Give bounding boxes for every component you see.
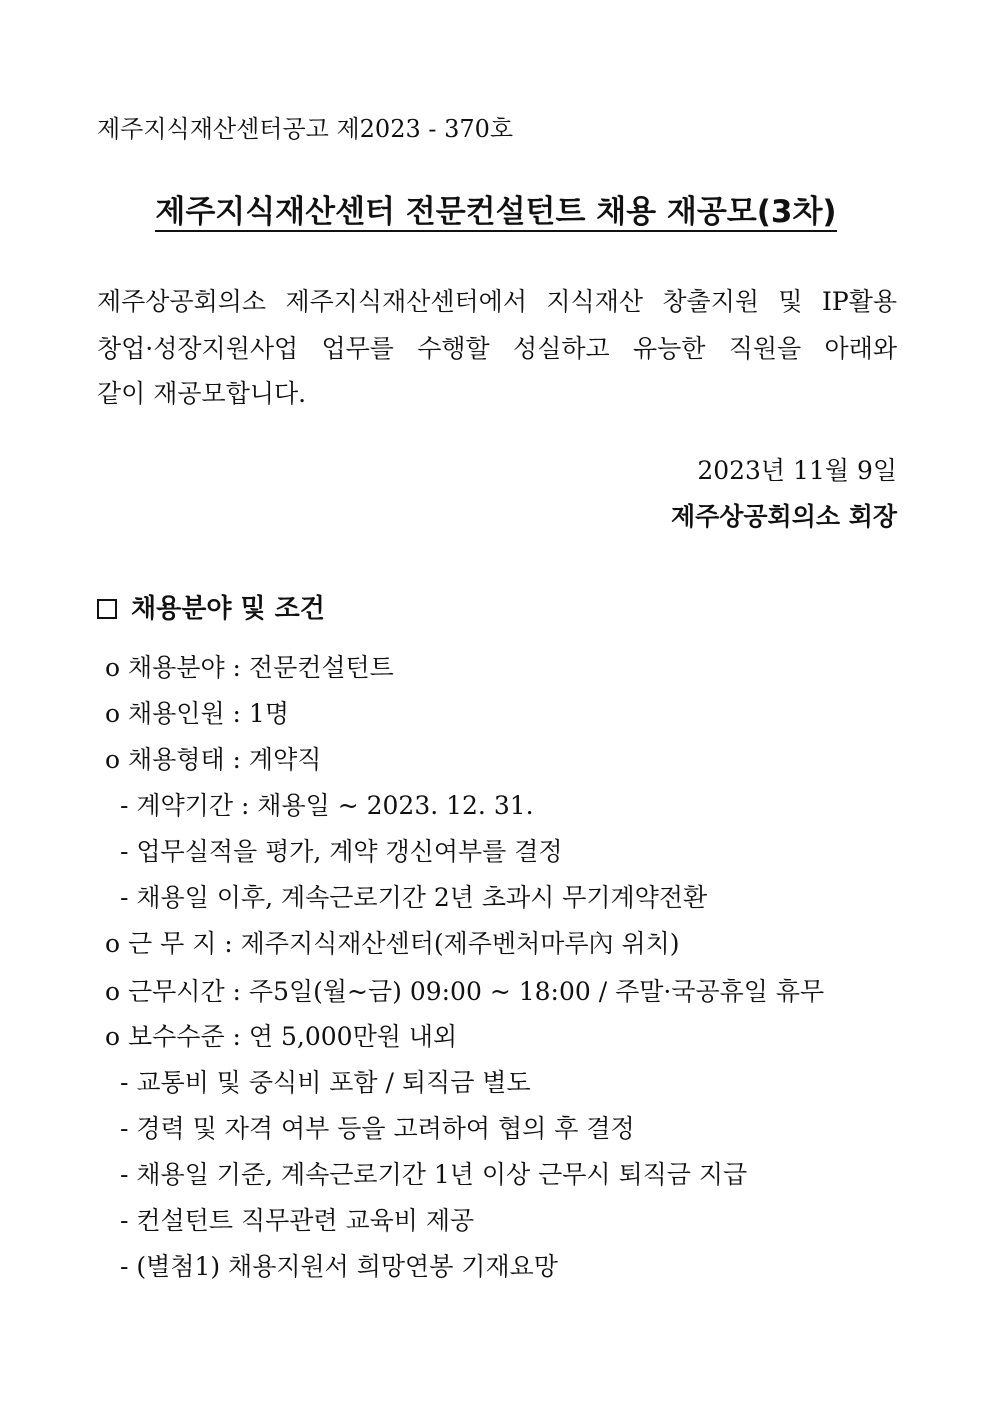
section-heading-text: 채용분야 및 조건: [131, 594, 325, 624]
item-salary: o 보수수준 : 연 5,000만원 내외: [105, 1022, 458, 1051]
sub-item-contract-period: - 계약기간 : 채용일 ~ 2023. 12. 31.: [120, 791, 534, 820]
issuer-name: 제주상공회의소 회장: [670, 502, 897, 531]
sub-item-desired-salary: - (별첨1) 채용지원서 희망연봉 기재요망: [120, 1252, 558, 1281]
intro-line-1: 제주상공회의소 제주지식재산센터에서 지식재산 창출지원 및 IP활용: [97, 287, 897, 316]
item-headcount: o 채용인원 : 1명: [105, 699, 289, 728]
notice-number: 제주지식재산센터공고 제2023 - 370호: [97, 115, 514, 143]
sub-item-education: - 컨설턴트 직무관련 교육비 제공: [120, 1206, 475, 1235]
sub-item-allowances: - 교통비 및 중식비 포함 / 퇴직금 별도: [120, 1068, 531, 1097]
document-title: [0, 190, 992, 234]
section-heading: [97, 593, 325, 625]
notice-date: 2023년 11월 9일: [697, 456, 897, 485]
item-employment-type: o 채용형태 : 계약직: [105, 745, 322, 774]
sub-item-permanent-conversion: - 채용일 이후, 계속근로기간 2년 초과시 무기계약전환: [120, 883, 708, 912]
intro-line-3: 같이 재공모합니다.: [97, 379, 307, 408]
intro-line-2: 창업·성장지원사업 업무를 수행할 성실하고 유능한 직원을 아래와: [97, 334, 897, 363]
item-workplace: o 근 무 지 : 제주지식재산센터(제주벤처마루內 위치): [105, 929, 680, 958]
sub-item-negotiation: - 경력 및 자격 여부 등을 고려하여 협의 후 결정: [120, 1114, 635, 1143]
item-field: o 채용분야 : 전문컨설턴트: [105, 653, 394, 682]
item-working-hours: o 근무시간 : 주5일(월~금) 09:00 ~ 18:00 / 주말·국공휴일 휴무: [105, 977, 825, 1006]
sub-item-severance: - 채용일 기준, 계속근로기간 1년 이상 근무시 퇴직금 지급: [120, 1160, 748, 1189]
sub-item-renewal: - 업무실적을 평가, 계약 갱신여부를 결정: [120, 837, 563, 866]
checkbox-square-icon: [97, 599, 117, 619]
document-title-text: 제주지식재산센터 전문컨설턴트 채용 재공모(3차): [155, 194, 837, 230]
